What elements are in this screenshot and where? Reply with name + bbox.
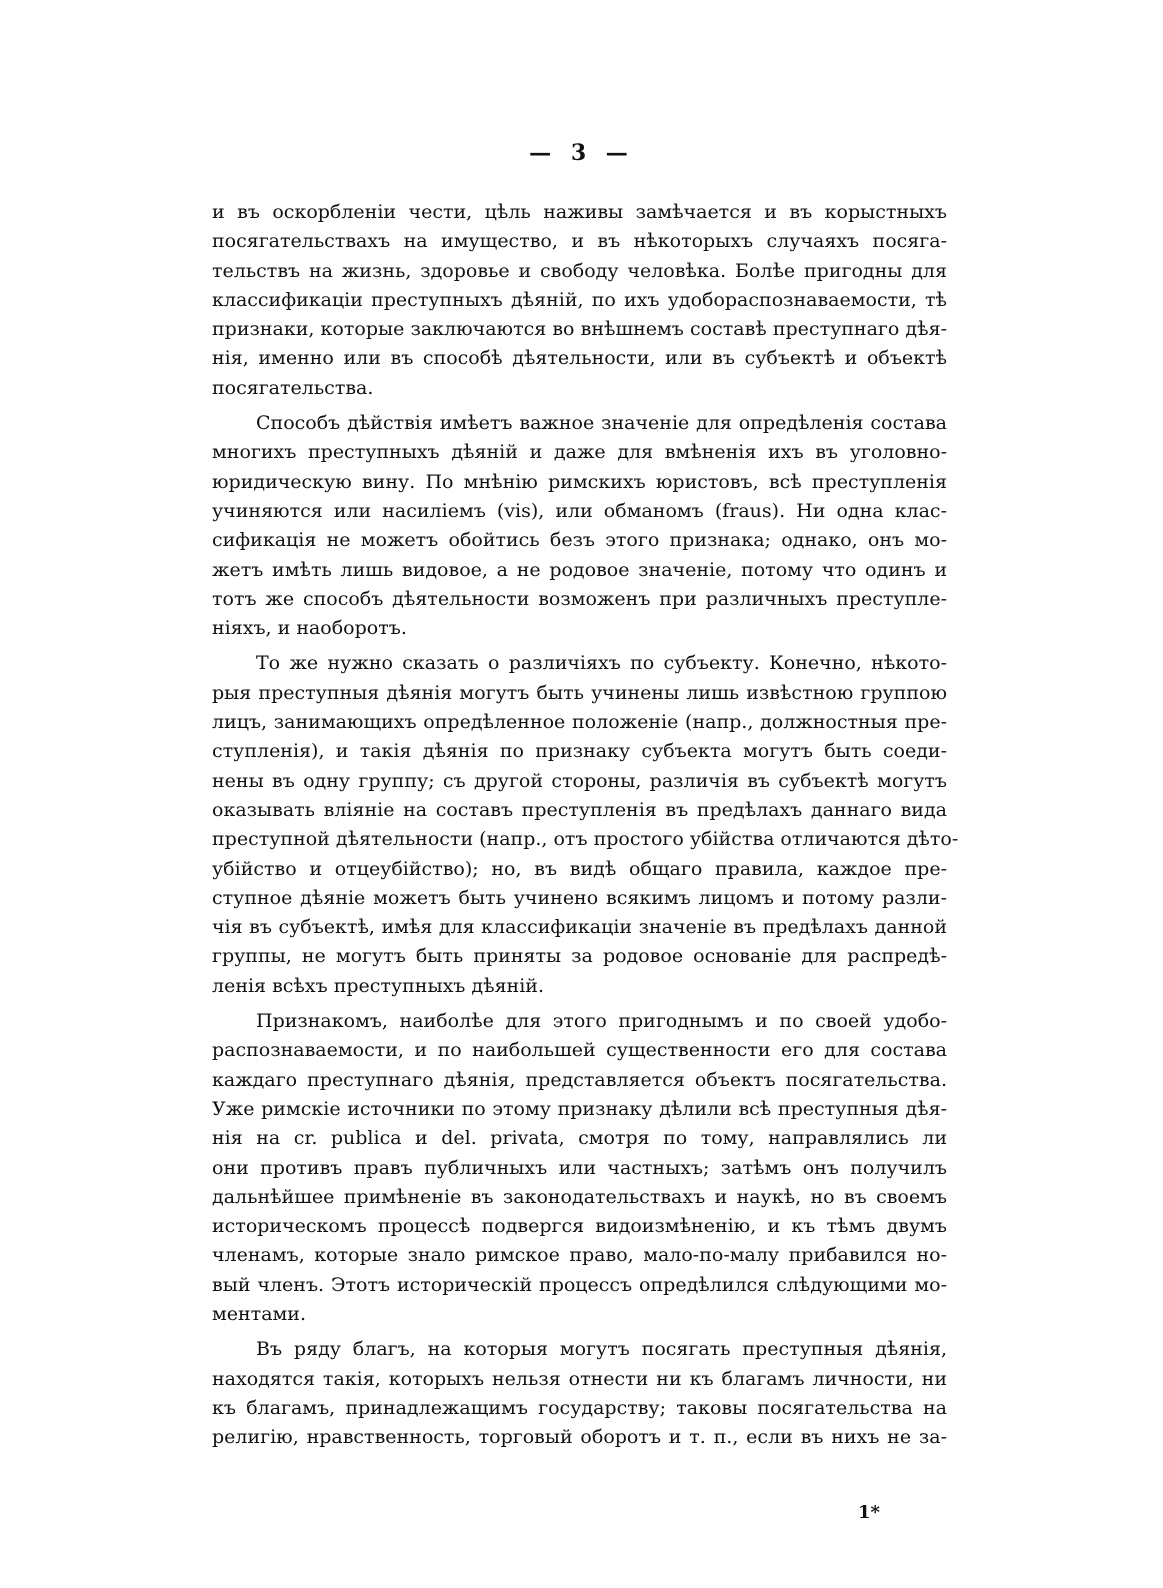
text-line: классификаціи преступныхъ дѣяній, по ихъ удобораспознаваемости, тѣ (212, 288, 947, 311)
text-line: чія въ субъектѣ, имѣя для классификаціи значеніе въ предѣлахъ данной (212, 916, 947, 939)
paragraph-3 (212, 649, 959, 1001)
text-line: тотъ же способъ дѣятельности возможенъ при различныхъ преступле- (212, 587, 947, 610)
text-line: убійство и отцеубійство); но, въ видѣ общаго правила, каждое пре- (212, 857, 947, 880)
text-line: Въ ряду благъ, на которыя могутъ посягать преступныя дѣянія, (256, 1338, 947, 1361)
paragraph-1 (212, 198, 947, 403)
paragraph-4 (212, 1007, 947, 1329)
text-line: ментами. (212, 1302, 307, 1325)
text-line: нія, именно или въ способѣ дѣятельности, или въ субъектѣ и объектѣ (212, 347, 947, 370)
text-line: посягательствахъ на имущество, и въ нѣкоторыхъ случаяхъ посяга- (212, 230, 947, 253)
text-line: ступленія), и такія дѣянія по признаку субъекта могутъ быть соеди- (212, 740, 947, 763)
text-line: нены въ одну группу; съ другой стороны, различія въ субъектѣ могутъ (212, 769, 947, 792)
text-line: Способъ дѣйствія имѣетъ важное значеніе для опредѣленія состава (256, 412, 947, 435)
text-line: ленія всѣхъ преступныхъ дѣяній. (212, 974, 544, 997)
text-line: каждаго преступнаго дѣянія, представляется объектъ посягательства. (212, 1068, 947, 1091)
text-line: нія на cr. publica и del. privata, смотря по тому, направлялись ли (212, 1127, 947, 1150)
text-line: преступной дѣятельности (напр., отъ простого убійства отличаются дѣто- (212, 828, 959, 851)
text-line: дальнѣйшее примѣненіе въ законодательствахъ и наукѣ, но въ своемъ (212, 1185, 947, 1208)
text-line: членамъ, которые знало римское право, мало-по-малу прибавился но- (212, 1244, 947, 1267)
text-line: группы, не могутъ быть приняты за родовое основаніе для распредѣ- (212, 945, 947, 968)
text-line: оказывать вліяніе на составъ преступленія въ предѣлахъ даннаго вида (212, 798, 947, 821)
page-number: — 3 — (529, 140, 634, 166)
text-line: рыя преступныя дѣянія могутъ быть учинены лишь извѣстною группою (212, 681, 947, 704)
text-line: лицъ, занимающихъ опредѣленное положеніе (напр., должностныя пре- (212, 711, 947, 734)
text-line: Признакомъ, наиболѣе для этого пригоднымъ и по своей удобо- (256, 1010, 947, 1033)
text-line: учиняются или насиліемъ (vis), или обманомъ (fraus). Ни одна клас- (212, 499, 947, 522)
text-line: юридическую вину. По мнѣнію римскихъ юристовъ, всѣ преступленія (212, 470, 947, 493)
text-line: сификація не можетъ обойтись безъ этого признака; однако, онъ мо- (212, 529, 947, 552)
text-line: историческомъ процессѣ подвергся видоизмѣненію, и къ тѣмъ двумъ (212, 1215, 947, 1238)
text-line: посягательства. (212, 376, 374, 399)
text-line: распознаваемости, и по наибольшей существенности его для состава (212, 1039, 947, 1062)
text-line: признаки, которые заключаются во внѣшнемъ составѣ преступнаго дѣя- (212, 318, 947, 341)
text-line: То же нужно сказать о различіяхъ по субъекту. Конечно, нѣкото- (256, 652, 947, 675)
text-line: ступное дѣяніе можетъ быть учинено всякимъ лицомъ и потому разли- (212, 886, 947, 909)
text-line: Уже римскіе источники по этому признаку дѣлили всѣ преступныя дѣя- (212, 1097, 947, 1120)
text-line: и въ оскорбленіи чести, цѣль наживы замѣчается и въ корыстныхъ (212, 201, 947, 223)
paragraph-2 (212, 409, 947, 643)
text-line: къ благамъ, принадлежащимъ государству; таковы посягательства на (212, 1396, 947, 1419)
text-line: они противъ правъ публичныхъ или частныхъ; затѣмъ онъ получилъ (212, 1156, 947, 1179)
printer-signature-mark: 1* (858, 1502, 880, 1523)
text-line: находятся такія, которыхъ нельзя отнести ни къ благамъ личности, ни (212, 1367, 947, 1390)
text-line: ніяхъ, и наоборотъ. (212, 617, 407, 640)
body-text (212, 198, 959, 1458)
text-line: тельствъ на жизнь, здоровье и свободу человѣка. Болѣе пригодны для (212, 259, 947, 282)
text-line: религію, нравственность, торговый оборотъ и т. п., если въ нихъ не за- (212, 1426, 947, 1449)
text-line: вый членъ. Этотъ историческій процессъ опредѣлился слѣдующими мо- (212, 1273, 947, 1296)
paragraph-5 (212, 1335, 947, 1452)
text-line: многихъ преступныхъ дѣяній и даже для вмѣненія ихъ въ уголовно- (212, 441, 947, 464)
text-line: жетъ имѣть лишь видовое, а не родовое значеніе, потому что одинъ и (212, 558, 947, 581)
